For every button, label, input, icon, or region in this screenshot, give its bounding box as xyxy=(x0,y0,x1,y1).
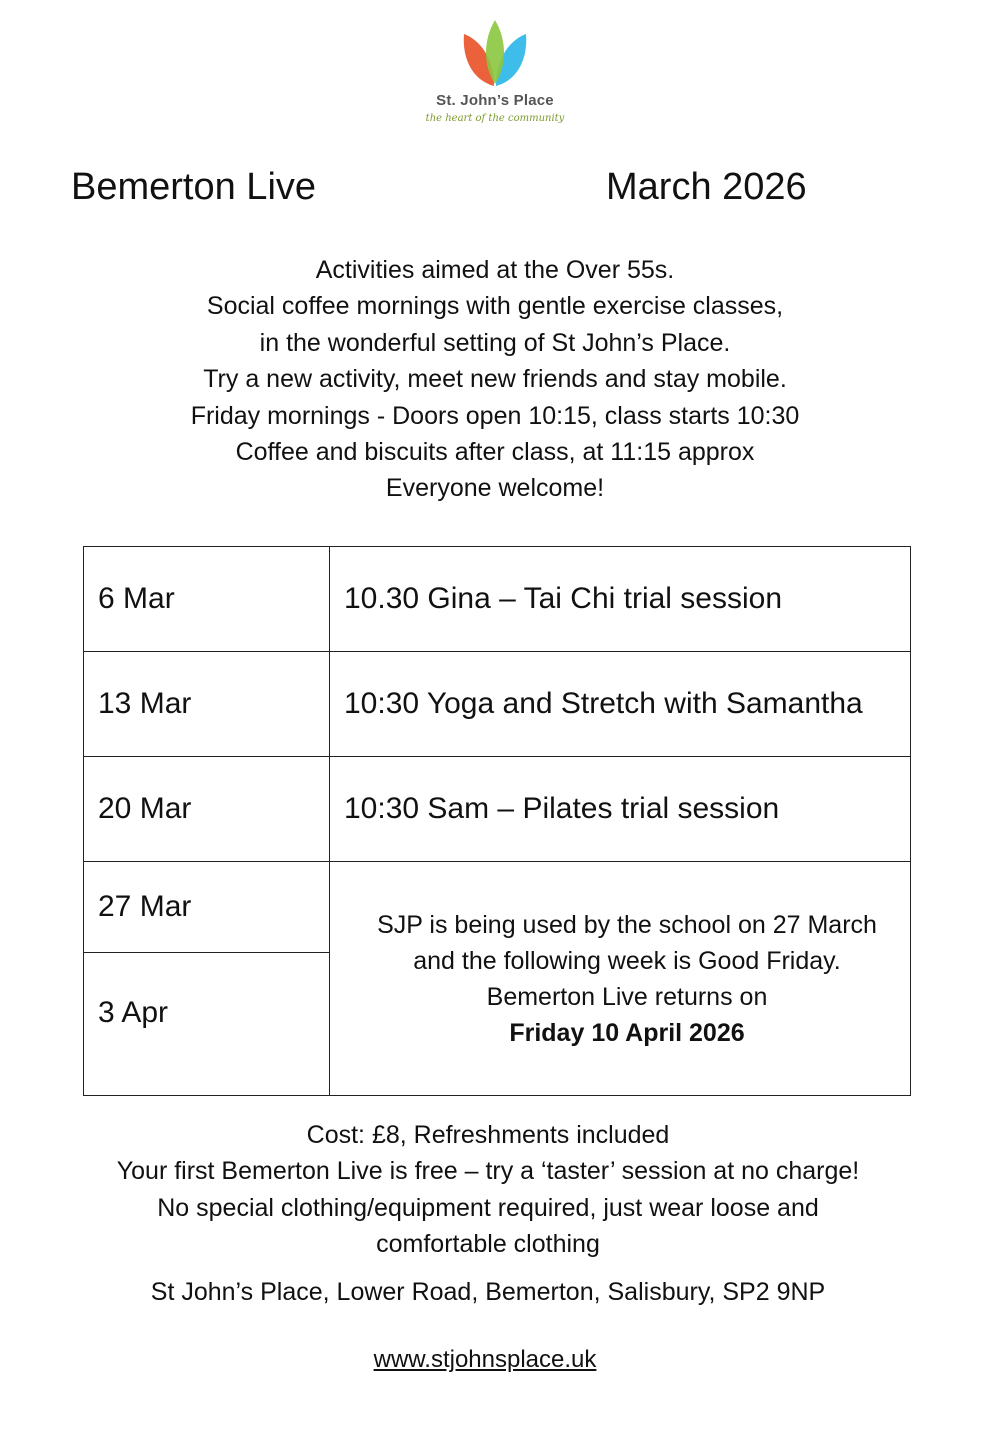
date-cell: 13 Mar xyxy=(84,652,330,757)
closure-note-line: and the following week is Good Friday. xyxy=(413,946,841,975)
intro-line: Social coffee mornings with gentle exercise classes, xyxy=(206,292,784,321)
intro-line: Activities aimed at the Over 55s. xyxy=(315,256,675,284)
table-row xyxy=(84,862,911,953)
return-date: Friday 10 April 2026 xyxy=(509,1018,745,1047)
intro-line: in the wonderful setting of St John’s Place. xyxy=(259,328,731,357)
footer-info xyxy=(0,1117,976,1263)
intro-line: Coffee and biscuits after class, at 11:15 approx xyxy=(235,438,755,467)
intro-line: Try a new activity, meet new friends and stay mobile. xyxy=(203,365,787,394)
leaf-logo-icon xyxy=(450,18,540,90)
intro-text xyxy=(0,252,990,507)
footer-line: comfortable clothing xyxy=(376,1230,600,1259)
intro-line: Friday mornings - Doors open 10:15, class starts 10:30 xyxy=(190,401,800,430)
date-cell: 6 Mar xyxy=(84,547,330,652)
logo xyxy=(420,18,570,140)
table-row xyxy=(84,652,911,757)
activity-cell: 10:30 Yoga and Stretch with Samantha xyxy=(330,652,911,757)
activity-cell: 10.30 Gina – Tai Chi trial session xyxy=(330,547,911,652)
date-cell: 27 Mar xyxy=(84,862,330,953)
table-row xyxy=(84,757,911,862)
logo-name: St. John’s Place xyxy=(436,92,554,109)
month-title: March 2026 xyxy=(606,166,807,208)
intro-line: Everyone welcome! xyxy=(385,474,605,503)
closure-note-line: SJP is being used by the school on 27 March xyxy=(377,910,877,939)
activity-cell: 10:30 Sam – Pilates trial session xyxy=(330,757,911,862)
schedule-table xyxy=(83,546,911,1096)
closure-note xyxy=(330,862,911,1096)
logo-tagline: the heart of the community xyxy=(425,113,565,124)
website-link[interactable]: www.stjohnsplace.uk xyxy=(373,1346,597,1373)
table-row xyxy=(84,547,911,652)
footer-line: Your first Bemerton Live is free – try a ‘taster’ session at no charge! xyxy=(116,1157,860,1186)
footer-line: No special clothing/equipment required, just wear loose and xyxy=(157,1193,819,1222)
date-cell: 20 Mar xyxy=(84,757,330,862)
cost-line: Cost: £8, Refreshments included xyxy=(306,1121,670,1149)
closure-note-line: Bemerton Live returns on xyxy=(486,982,768,1011)
page-title: Bemerton Live xyxy=(71,166,317,208)
address: St John’s Place, Lower Road, Bemerton, Salisbury, SP2 9NP xyxy=(150,1278,826,1306)
date-cell: 3 Apr xyxy=(84,953,330,1096)
